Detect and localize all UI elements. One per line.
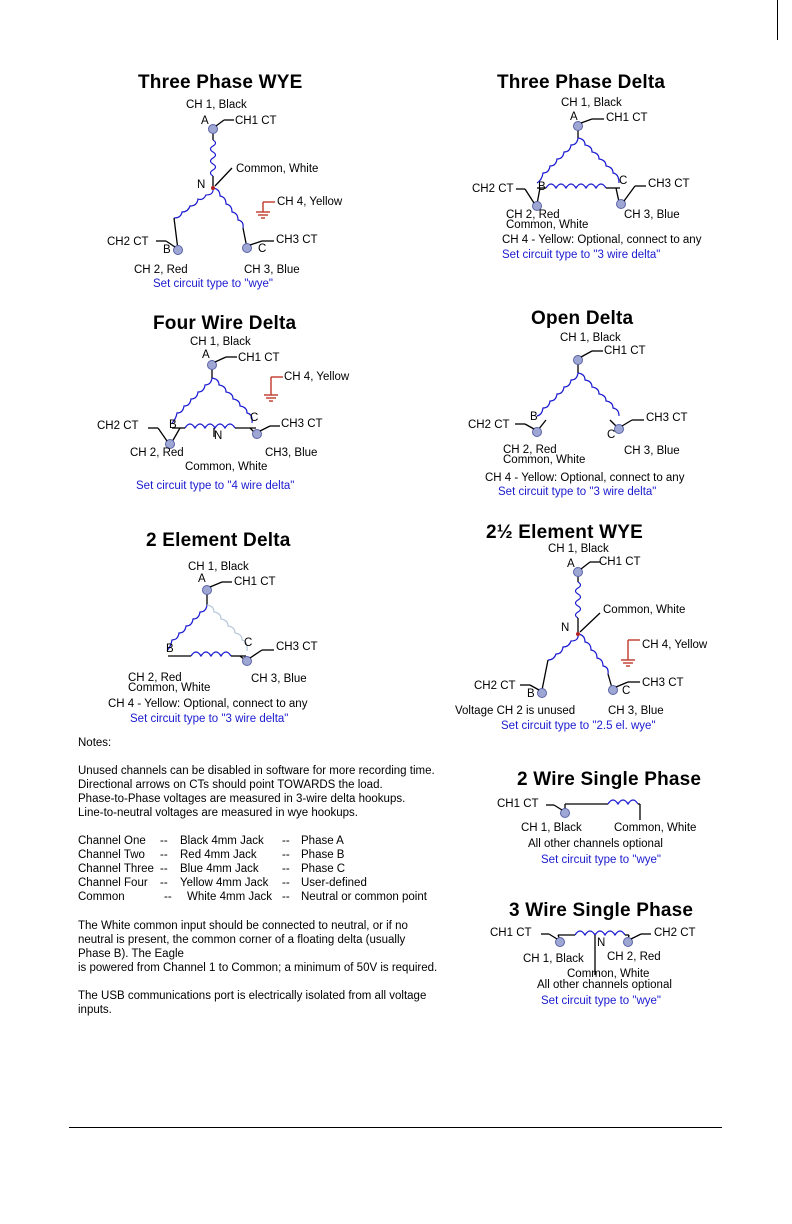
el2delta-ch3-label: CH 3, Blue (251, 673, 307, 685)
delta4-ch4-label: CH 4, Yellow (284, 371, 350, 383)
channel-jack: Black 4mm Jack (180, 835, 264, 847)
common-note-line: The White common input should be connected to neutral, or if no (78, 920, 408, 932)
delta3-ch2ct-label: CH2 CT (472, 183, 514, 195)
channel-name: Common (78, 891, 125, 903)
opendelta-common-label: Common, White (503, 454, 586, 466)
opendelta-setting: Set circuit type to "3 wire delta" (498, 486, 657, 498)
single3-optional-note: All other channels optional (537, 979, 672, 991)
opendelta-ch1-label: CH 1, Black (560, 332, 621, 344)
channel-jack: White 4mm Jack (187, 891, 272, 903)
channel-name: Channel Four (78, 877, 148, 889)
delta3-phase-b: B (538, 181, 546, 193)
el25wye-ch2ct-label: CH2 CT (474, 680, 516, 692)
channel-sep: -- (282, 849, 290, 861)
wye-ch3-label: CH 3, Blue (244, 264, 300, 276)
note-line: Line-to-neutral voltages are measured in wye hookups. (78, 807, 358, 819)
channel-jack: Red 4mm Jack (180, 849, 257, 861)
delta3-ch1ct-label: CH1 CT (606, 112, 648, 124)
el2delta-common-label: Common, White (128, 682, 211, 694)
opendelta-ch2-label: CH 2, Red (503, 444, 557, 456)
el25wye-title: 2½ Element WYE (486, 522, 643, 543)
el25wye-setting: Set circuit type to "2.5 el. wye" (501, 720, 656, 732)
delta4-phase-a: A (202, 349, 210, 361)
opendelta-title: Open Delta (531, 308, 634, 329)
el2delta-phase-b: B (166, 643, 174, 655)
el25wye-ch1-label: CH 1, Black (548, 543, 609, 555)
el25wye-voltage-note: Voltage CH 2 is unused (455, 705, 576, 717)
opendelta-ch1ct-label: CH1 CT (604, 345, 646, 357)
channel-sep: -- (282, 877, 290, 889)
channel-name: Channel Three (78, 863, 154, 875)
wye-ch1ct-label: CH1 CT (235, 115, 277, 127)
delta3-ch4-note: CH 4 - Yellow: Optional, connect to any (502, 234, 702, 246)
usb-note-line: The USB communications port is electrically isolated from all voltage (78, 990, 427, 1002)
single3-ch2ct-label: CH2 CT (654, 927, 696, 939)
channel-use: Phase B (301, 849, 345, 861)
delta4-ch1ct-label: CH1 CT (238, 352, 280, 364)
note-line: Phase-to-Phase voltages are measured in 3-wire delta hookups. (78, 793, 406, 805)
el25wye-phase-c: C (622, 685, 631, 697)
note-line: Directional arrows on CTs should point TOWARDS the load. (78, 779, 383, 791)
single3-neutral-n: N (597, 937, 606, 949)
delta3-setting: Set circuit type to "3 wire delta" (502, 249, 661, 261)
wye-title: Three Phase WYE (138, 72, 303, 93)
delta4-neutral-n: N (214, 430, 223, 442)
delta3-ch3-label: CH 3, Blue (624, 209, 680, 221)
wye-phase-b: B (163, 244, 171, 256)
note-line: Unused channels can be disabled in software for more recording time. (78, 765, 435, 777)
wye-setting: Set circuit type to "wye" (153, 278, 274, 290)
el25wye-ch1ct-label: CH1 CT (599, 556, 641, 568)
delta4-title: Four Wire Delta (153, 313, 297, 334)
common-note-line: Phase B). The Eagle (78, 948, 184, 960)
el25wye-phase-a: A (567, 558, 575, 570)
channel-sep: -- (160, 877, 168, 889)
channel-use: User-defined (301, 877, 367, 889)
delta4-ch2-label: CH 2, Red (130, 447, 184, 459)
el25wye-ch3ct-label: CH3 CT (642, 677, 684, 689)
delta3-common-label: Common, White (506, 219, 589, 231)
notes-heading: Notes: (78, 737, 112, 749)
channel-sep: -- (164, 891, 172, 903)
opendelta-ch2ct-label: CH2 CT (468, 419, 510, 431)
el2delta-ch2-label: CH 2, Red (128, 672, 182, 684)
el2delta-ch4-note: CH 4 - Yellow: Optional, connect to any (108, 698, 308, 710)
wye-phase-a: A (201, 115, 209, 127)
wye-common-label: Common, White (236, 163, 319, 175)
single2-optional-note: All other channels optional (528, 838, 663, 850)
channel-sep: -- (282, 835, 290, 847)
delta3-title: Three Phase Delta (497, 72, 666, 93)
delta4-phase-c: C (250, 412, 259, 424)
el25wye-common-label: Common, White (603, 604, 686, 616)
el2delta-title: 2 Element Delta (146, 530, 291, 551)
el25wye-neutral-n: N (561, 622, 570, 634)
delta4-ch3-label: CH3, Blue (265, 447, 318, 459)
channel-name: Channel One (78, 835, 146, 847)
wye-neutral-n: N (197, 179, 206, 191)
wye-ch4-label: CH 4, Yellow (277, 196, 343, 208)
single3-setting: Set circuit type to "wye" (541, 995, 662, 1007)
delta4-ch3ct-label: CH3 CT (281, 418, 323, 430)
single3-ch1-label: CH 1, Black (523, 953, 584, 965)
delta3-ch3ct-label: CH3 CT (648, 178, 690, 190)
opendelta-phase-c: C (607, 429, 616, 441)
single2-title: 2 Wire Single Phase (517, 769, 702, 790)
el2delta-ch1ct-label: CH1 CT (234, 576, 276, 588)
channel-sep: -- (160, 863, 168, 875)
channel-use: Phase A (301, 835, 344, 847)
delta3-phase-c: C (619, 175, 628, 187)
channel-sep: -- (282, 863, 290, 875)
opendelta-ch4-note: CH 4 - Yellow: Optional, connect to any (485, 472, 685, 484)
channel-sep: -- (282, 891, 290, 903)
delta4-common-label: Common, White (185, 461, 268, 473)
el25wye-ch4-label: CH 4, Yellow (642, 639, 708, 651)
channel-use: Phase C (301, 863, 346, 875)
usb-note-line: inputs. (78, 1004, 112, 1016)
el2delta-phase-a: A (198, 573, 206, 585)
delta4-ch1-label: CH 1, Black (190, 336, 251, 348)
el2delta-ch1-label: CH 1, Black (188, 561, 249, 573)
channel-sep: -- (160, 849, 168, 861)
single3-common-label: Common, White (567, 968, 650, 980)
channel-jack: Yellow 4mm Jack (180, 877, 269, 889)
channel-use: Neutral or common point (301, 891, 427, 903)
wye-ch1-label: CH 1, Black (186, 99, 247, 111)
channel-sep: -- (160, 835, 168, 847)
delta4-phase-b: B (169, 419, 177, 431)
opendelta-ch3ct-label: CH3 CT (646, 412, 688, 424)
delta4-ch2ct-label: CH2 CT (97, 420, 139, 432)
single2-setting: Set circuit type to "wye" (541, 854, 662, 866)
wye-ch2ct-label: CH2 CT (107, 236, 149, 248)
delta3-phase-a: A (570, 111, 578, 123)
single2-common-label: Common, White (614, 822, 697, 834)
opendelta-phase-b: B (530, 411, 538, 423)
single2-ch1ct-label: CH1 CT (497, 798, 539, 810)
common-note-line: neutral is present, the common corner of a floating delta (usually (78, 934, 406, 946)
single3-title: 3 Wire Single Phase (509, 900, 694, 921)
delta3-ch2-label: CH 2, Red (506, 209, 560, 221)
delta4-setting: Set circuit type to "4 wire delta" (136, 480, 295, 492)
channel-jack: Blue 4mm Jack (180, 863, 259, 875)
wye-phase-c: C (258, 243, 267, 255)
footer-rule (69, 1127, 722, 1128)
single2-ch1-label: CH 1, Black (521, 822, 582, 834)
el2delta-ch3ct-label: CH3 CT (276, 641, 318, 653)
el25wye-phase-b: B (527, 688, 535, 700)
el2delta-setting: Set circuit type to "3 wire delta" (130, 713, 289, 725)
wye-ch3ct-label: CH3 CT (276, 234, 318, 246)
common-note-line: is powered from Channel 1 to Common; a minimum of 50V is required. (78, 962, 438, 974)
single3-ch2-label: CH 2, Red (607, 951, 661, 963)
el2delta-phase-c: C (244, 637, 253, 649)
single3-ch1ct-label: CH1 CT (490, 927, 532, 939)
el25wye-ch3-label: CH 3, Blue (608, 705, 664, 717)
opendelta-ch3-label: CH 3, Blue (624, 445, 680, 457)
channel-name: Channel Two (78, 849, 145, 861)
delta3-ch1-label: CH 1, Black (561, 97, 622, 109)
wye-ch2-label: CH 2, Red (134, 264, 188, 276)
